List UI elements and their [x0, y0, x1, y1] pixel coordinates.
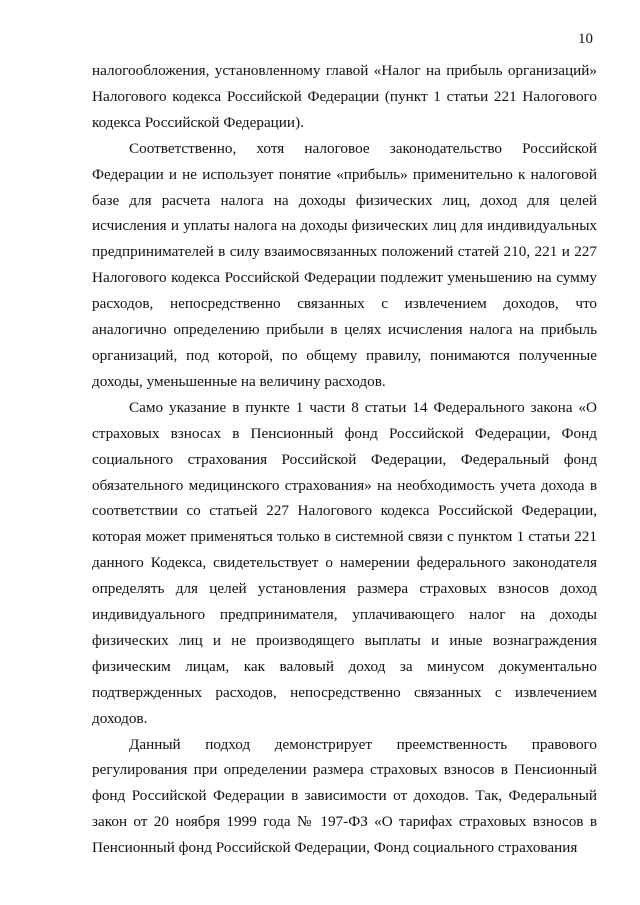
paragraph-insurance-contributions: Само указание в пункте 1 части 8 статьи 14 Федерального закона «О страховых взносах в Пенсионный фонд Российской Федерации, Фонд социального страхования Российской Федерации, Федеральный фонд обязательного медицинского страхования» на необходимость учета дохода в соответствии со статьей 227 Налогового кодекса Российской Федерации, которая может применяться только в системной связи с пунктом 1 статьи 221 данного Кодекса, свидетельствует о намерении федерального законодателя определять для целей установления размера страховых взносов доход индивидуального предпринимателя, уплачивающего налог на доходы физических лиц и не производящего выплаты и иные вознаграждения физическим лицам, как валовый доход за минусом документально подтвержденных расходов, непосредственно связанных с извлечением доходов. — [92, 398, 597, 727]
paragraph-profit-concept: Соответственно, хотя налоговое законодательство Российской Федерации и не использует понятие «прибыль» применительно к налоговой базе для расчета налога на доходы физических лиц, доход для целей исчисления и уплаты налога на доходы физических лиц для индивидуальных предпринимателей в силу взаимосвязанных положений статей 210, 221 и 227 Налогового кодекса Российской Федерации подлежит уменьшению на сумму расходов, непосредственно связанных с извлечением доходов, что аналогично определению прибыли в целях исчисления налога на прибыль организаций, под которой, по общему правилу, понимаются полученные доходы, уменьшенные на величину расходов. — [92, 139, 597, 390]
paragraph-continuation: налогообложения, установленному главой «Налог на прибыль организаций» Налогового кодекса Российской Федерации (пункт 1 статьи 221 Налогового кодекса Российской Федерации). — [92, 62, 597, 131]
document-body — [92, 58, 597, 861]
page-number: 10 — [578, 31, 593, 47]
paragraph-regulatory-continuity: Данный подход демонстрирует преемственность правового регулирования при определении размера страховых взносов в Пенсионный фонд Российской Федерации в зависимости от доходов. Так, Федеральный закон от 20 ноября 1999 года № 197-ФЗ «О тарифах страховых взносов в Пенсионный фонд Российской Федерации, Фонд социального страхования — [92, 735, 597, 857]
